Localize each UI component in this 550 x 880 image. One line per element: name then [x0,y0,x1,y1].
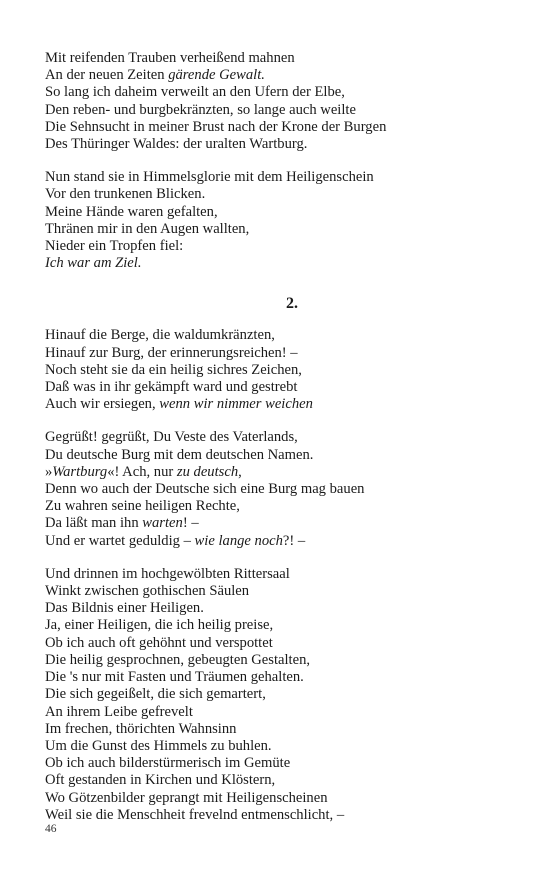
poem-line [45,669,515,686]
poem-line [45,447,515,464]
page-number: 46 [45,823,57,835]
italic-text: zu deutsch [176,463,239,480]
section-heading: 2. [286,295,298,313]
line-text: Auch wir ersiegen, [45,396,160,413]
line-text: Oft gestanden in Kirchen und Klöstern, [45,772,276,789]
line-text: , [238,463,242,480]
stanza [45,566,515,824]
line-text: So lang ich daheim verweilt an den Ufern der Elbe, [45,84,345,101]
italic-text: wenn wir nimmer weichen [159,396,313,413]
poem-line [45,221,515,238]
line-text: Winkt zwischen gothischen Säulen [45,583,250,600]
poem-line [45,583,515,600]
line-text: Hinauf zur Burg, der erinnerungsreichen! – [45,344,298,361]
poem-part-2 [45,327,515,823]
italic-text: warten [142,515,183,532]
poem-line [45,67,515,84]
poem-line [45,84,515,101]
poem-line [45,345,515,362]
line-text: Noch steht sie da ein heilig sichres Zeichen, [45,361,302,378]
italic-text: gärende Gewalt. [168,67,265,84]
poem-part-1 [45,50,515,272]
poem-line [45,738,515,755]
line-text: Hinauf die Berge, die waldumkränzten, [45,327,275,344]
poem-line [45,686,515,703]
poem-line [45,498,515,515]
line-text: Des Thüringer Waldes: der uralten Wartburg. [45,136,308,153]
line-text: Zu wahren seine heiligen Rechte, [45,498,240,515]
poem-line [45,464,515,481]
line-text: Im frechen, thörichten Wahnsinn [45,720,237,737]
poem-line [45,772,515,789]
line-text: Vor den trunkenen Blicken. [45,186,206,203]
poem-line [45,755,515,772]
poem-line [45,652,515,669]
stanza [45,50,515,153]
line-text: Das Bildnis einer Heiligen. [45,600,204,617]
poem-text [45,50,515,824]
line-text: Wo Götzenbilder geprangt mit Heiligenscheinen [45,789,328,806]
line-text: Ja, einer Heiligen, die ich heilig preise, [45,617,274,634]
poem-line [45,169,515,186]
poem-line [45,238,515,255]
line-text: Und drinnen im hochgewölbten Rittersaal [45,565,290,582]
poem-line [45,721,515,738]
poem-line [45,186,515,203]
poem-line [45,704,515,721]
poem-line [45,515,515,532]
line-text: Um die Gunst des Himmels zu buhlen. [45,737,272,754]
line-text: Weil sie die Menschheit frevelnd entmenschlicht, – [45,806,345,823]
stanza [45,169,515,272]
line-text: Denn wo auch der Deutsche sich eine Burg mag bauen [45,481,365,498]
poem-line [45,255,515,272]
line-text: An ihrem Leibe gefrevelt [45,703,193,720]
poem-line [45,481,515,498]
line-text: Die sich gegeißelt, die sich gemartert, [45,686,266,703]
line-text: Ob ich auch bilderstürmerisch im Gemüte [45,755,291,772]
poem-line [45,379,515,396]
line-text: Daß was in ihr gekämpft ward und gestrebt [45,379,298,396]
line-text: Mit reifenden Trauben verheißend mahnen [45,50,295,66]
poem-line [45,566,515,583]
line-text: Und er wartet geduldig – [45,532,195,549]
line-text: Gegrüßt! gegrüßt, Du Veste des Vaterlands, [45,429,298,446]
line-text: ! – [182,515,199,532]
poem-line [45,807,515,824]
italic-text: Wartburg [52,463,108,480]
stanza [45,327,515,413]
line-text: Ob ich auch oft gehöhnt und verspottet [45,634,273,651]
italic-text: wie lange noch [194,532,283,549]
line-text: Thränen mir in den Augen wallten, [45,220,250,237]
line-text: Den reben- und burgbekränzten, so lange auch weilte [45,101,356,118]
poem-line [45,600,515,617]
poem-line [45,429,515,446]
poem-line [45,119,515,136]
poem-line [45,136,515,153]
line-text: Nun stand sie in Himmelsglorie mit dem Heiligenschein [45,169,374,186]
poem-line [45,617,515,634]
poem-line [45,102,515,119]
poem-line [45,533,515,550]
line-text: ?! – [282,532,306,549]
line-text: Die Sehnsucht in meiner Brust nach der Krone der Burgen [45,118,387,135]
poem-line [45,327,515,344]
line-text: Die heilig gesprochnen, gebeugten Gestalten, [45,651,311,668]
line-text: Meine Hände waren gefalten, [45,203,218,220]
stanza [45,429,515,549]
poem-line [45,790,515,807]
poem-line [45,204,515,221]
line-text: Nieder ein Tropfen fiel: [45,238,184,255]
line-text: «! Ach, nur [107,463,177,480]
poem-line [45,362,515,379]
italic-text: Ich war am Ziel. [45,255,142,272]
poem-line [45,50,515,67]
poem-line [45,396,515,413]
line-text: » [45,463,53,480]
line-text: Die 's nur mit Fasten und Träumen gehalten. [45,669,304,686]
poem-line [45,635,515,652]
line-text: Da läßt man ihn [45,515,143,532]
line-text: Du deutsche Burg mit dem deutschen Namen. [45,446,314,463]
line-text: An der neuen Zeiten [45,67,169,84]
